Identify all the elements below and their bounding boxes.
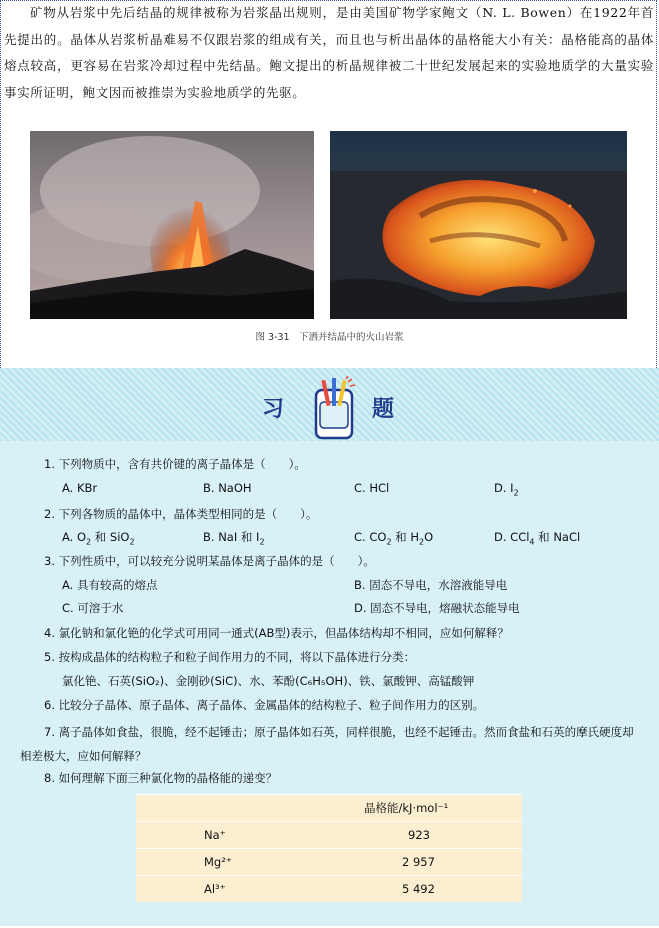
question-2: 2. 下列各物质的晶体中，晶体类型相同的是（ ）。 [44,507,318,521]
question-8: 8. 如何理解下面三种氯化物的晶格能的递变？ [44,771,278,785]
q2-option-b: B. NaI 和 $I_2$ [203,530,265,547]
ion-cell: Na⁺ [136,822,326,849]
q3-option-b: B. 固态不导电，水溶液能导电 [354,578,508,592]
question-5: 5. 按构成晶体的结构粒子和粒子间作用力的不同，将以下晶体进行分类： [44,650,416,664]
q5-item-list: 氯化铯、石英(SiO₂)、金刚砂(SiC)、水、苯酚(C₆H₅OH)、铁、氯酸钾、高锰酸钾 [62,674,475,688]
q2-option-c: C. $CO_2$ 和 $H_2O$ [354,530,434,547]
table-row [136,876,522,903]
table-row [136,849,522,876]
question-1: 1. 下列物质中，含有共价键的离子晶体是（ ）。 [44,457,306,471]
intro-paragraph: 矿物从岩浆中先后结晶的规律被称为岩浆晶出规则，是由美国矿物学家鲍文（N. L. Bowen）在1922年首先提出的。晶体从岩浆析晶难易不仅跟岩浆的组成有关，而且也与析出晶体的晶格能大小有关：晶格能高的晶体熔点较高，更容易在岩浆冷却过程中先结晶。鲍文提出的析晶规律被二十世纪发展起来的实验地质学的大量实验事实所证明，鲍文因而被推崇为实验地质学的先驱。 [4,5,654,100]
lattice-energy-table [136,794,522,902]
table-header-blank [136,795,326,822]
exercise-title-right: 题 [372,397,395,422]
q1-option-d: D. $I_2$ [494,481,519,498]
q2-option-d: D. CCl$_4$ 和 NaCl [494,530,581,547]
q1-option-b: B. NaOH [203,481,252,495]
table-header-row [136,795,522,822]
lava-flow-photo [330,131,627,319]
question-4: 4. 氯化钠和氯化铯的化学式可用同一通式(AB型)表示，但晶体结构却不相同，应如何解释？ [44,626,509,640]
q3-option-c: C. 可溶于水 [62,601,124,615]
value-cell: 5 492 [326,876,522,903]
value-cell: 2 957 [326,849,522,876]
ion-cell: Al³⁺ [136,876,326,903]
table-header-lattice-energy: 晶格能/kJ·mol⁻¹ [326,795,522,822]
notebook-pencils-icon [312,376,358,440]
q1-option-c: C. HCl [354,481,390,495]
ion-cell: Mg²⁺ [136,849,326,876]
table-row [136,822,522,849]
value-cell: 923 [326,822,522,849]
question-3: 3. 下列性质中，可以较充分说明某晶体是离子晶体的是（ ）。 [44,554,375,568]
q2-option-a: A. $O_2$ 和 SiO$_2$ [62,530,135,547]
q3-option-d: D. 固态不导电，熔融状态能导电 [354,601,520,615]
question-6: 6. 比较分子晶体、原子晶体、离子晶体、金属晶体的结构粒子、粒子间作用力的区别。 [44,698,485,712]
volcano-eruption-photo [30,131,314,319]
q1-option-a: A. KBr [62,481,98,495]
figure-caption: 图 3-31 下洒并结晶中的火山岩浆 [255,332,404,343]
question-7: 7. 离子晶体如食盐，很脆，经不起锤击；原子晶体如石英，同样很脆，也经不起锤击。然而食盐和石英的摩氏硬度却相差极大，应如何解释？ [20,725,634,763]
intro-text [4,0,654,106]
exercise-title-left: 习 [262,397,285,422]
q3-option-a: A. 具有较高的熔点 [62,578,158,592]
